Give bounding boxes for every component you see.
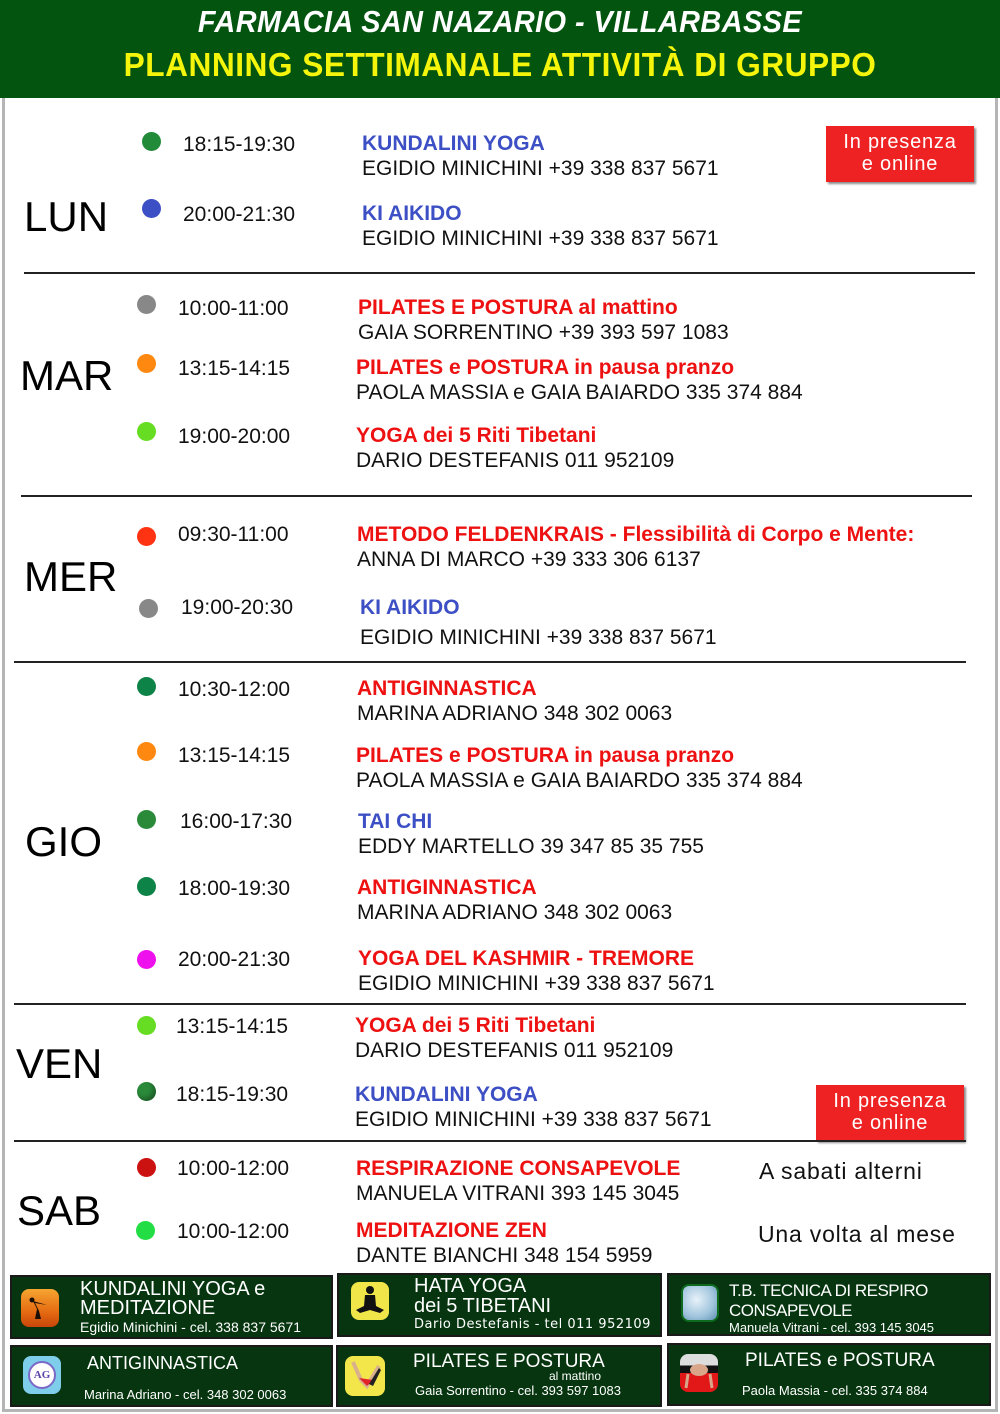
activity-dot-icon xyxy=(142,199,161,218)
day-divider xyxy=(14,1003,966,1005)
activity-title: YOGA dei 5 Riti Tibetani xyxy=(356,424,597,447)
yoga-silhouette-icon xyxy=(21,1289,59,1327)
footer-card-hata-yoga xyxy=(337,1273,662,1337)
activity-time: 18:15-19:30 xyxy=(176,1083,289,1106)
activity-instructor: ANNA DI MARCO +39 333 306 6137 xyxy=(357,548,701,571)
activity-instructor: GAIA SORRENTINO +39 393 597 1083 xyxy=(358,321,729,344)
card-title: KUNDALINI YOGA e xyxy=(80,1278,266,1300)
activity-title: KUNDALINI YOGA xyxy=(355,1083,538,1106)
activity-dot-icon xyxy=(137,950,156,969)
activity-instructor: EGIDIO MINICHINI +39 338 837 5671 xyxy=(362,227,719,250)
day-label-sab: SAB xyxy=(17,1187,102,1234)
activity-title: KI AIKIDO xyxy=(362,202,462,225)
activity-time: 10:30-12:00 xyxy=(178,678,291,701)
activity-dot-icon xyxy=(137,1082,156,1101)
card-title: PILATES e POSTURA xyxy=(745,1350,935,1371)
activity-dot-icon xyxy=(136,1221,155,1240)
antiginnastica-logo-icon xyxy=(23,1356,61,1394)
card-contact: Dario Destefanis - tel 011 952109 xyxy=(414,1317,651,1332)
pilates-stretch-icon xyxy=(680,1354,718,1392)
activity-title: RESPIRAZIONE CONSAPEVOLE xyxy=(356,1157,681,1180)
activity-instructor: DARIO DESTEFANIS 011 952109 xyxy=(356,449,675,472)
card-contact: Marina Adriano - cel. 348 302 0063 xyxy=(84,1387,287,1402)
card-title: PILATES E POSTURA xyxy=(413,1351,605,1372)
activity-instructor: EDDY MARTELLO 39 347 85 35 755 xyxy=(358,835,704,858)
activity-dot-icon xyxy=(137,1016,156,1035)
activity-title: ANTIGINNASTICA xyxy=(357,677,537,700)
online-badge xyxy=(816,1085,964,1141)
activity-time: 19:00-20:30 xyxy=(181,596,294,619)
activity-title: PILATES E POSTURA al mattino xyxy=(358,296,678,319)
activity-title: KUNDALINI YOGA xyxy=(362,132,545,155)
activity-dot-icon xyxy=(137,354,156,373)
activity-time: 13:15-14:15 xyxy=(176,1015,289,1038)
frequency-note: Una volta al mese xyxy=(758,1221,956,1247)
meditation-icon xyxy=(351,1282,389,1320)
footer-card-kundalini xyxy=(10,1275,333,1339)
card-contact: Manuela Vitrani - cel. 393 145 3045 xyxy=(729,1320,935,1335)
activity-time: 10:00-11:00 xyxy=(178,297,289,320)
ag-logo-text: AG xyxy=(28,1361,56,1389)
activity-dot-icon xyxy=(139,599,158,618)
footer-card-respiro xyxy=(667,1273,991,1336)
activity-instructor: DARIO DESTEFANIS 011 952109 xyxy=(355,1039,674,1062)
breath-icon xyxy=(681,1284,719,1322)
activity-time: 09:30-11:00 xyxy=(178,523,289,546)
badge-line2: e online xyxy=(851,1112,929,1134)
activity-time: 10:00-12:00 xyxy=(177,1220,290,1243)
card-contact: Egidio Minichini - cel. 338 837 5671 xyxy=(80,1319,302,1335)
day-label-ven: VEN xyxy=(16,1040,103,1087)
frequency-note: A sabati alterni xyxy=(759,1158,923,1184)
card-contact: Paola Massia - cel. 335 374 884 xyxy=(742,1383,928,1398)
footer-card-pilates-mattino xyxy=(336,1345,662,1407)
day-divider xyxy=(24,272,975,274)
day-label-gio: GIO xyxy=(25,818,103,865)
day-label-lun: LUN xyxy=(24,193,109,240)
activity-instructor: EGIDIO MINICHINI +39 338 837 5671 xyxy=(358,972,715,995)
activity-instructor: PAOLA MASSIA e GAIA BAIARDO 335 374 884 xyxy=(356,381,803,404)
card-title: CONSAPEVOLE xyxy=(729,1301,852,1320)
activity-title: PILATES e POSTURA in pausa pranzo xyxy=(356,356,735,379)
activity-time: 10:00-12:00 xyxy=(177,1157,290,1180)
activity-title: MEDITAZIONE ZEN xyxy=(356,1219,547,1242)
activity-title: PILATES e POSTURA in pausa pranzo xyxy=(356,744,735,767)
activity-time: 18:00-19:30 xyxy=(178,877,291,900)
activity-time: 19:00-20:00 xyxy=(178,425,291,448)
day-divider xyxy=(21,495,972,497)
activity-title: YOGA DEL KASHMIR - TREMORE xyxy=(358,947,695,970)
activity-time: 20:00-21:30 xyxy=(178,948,291,971)
activity-title: ANTIGINNASTICA xyxy=(357,876,537,899)
activity-dot-icon xyxy=(142,132,161,151)
activity-title: METODO FELDENKRAIS - Flessibilità di Corpo e Mente: xyxy=(357,523,915,546)
activity-instructor: MANUELA VITRANI 393 145 3045 xyxy=(356,1182,680,1205)
planning-subtitle: PLANNING SETTIMANALE ATTIVITÀ DI GRUPPO xyxy=(123,46,877,83)
activity-dot-icon xyxy=(137,742,156,761)
activity-dot-icon xyxy=(137,810,156,829)
activity-dot-icon xyxy=(137,877,156,896)
activity-dot-icon xyxy=(137,295,156,314)
activity-time: 13:15-14:15 xyxy=(178,357,291,380)
footer-card-antiginnastica xyxy=(10,1345,333,1407)
badge-line2: e online xyxy=(861,153,939,175)
activity-title: KI AIKIDO xyxy=(360,596,460,619)
card-title: dei 5 TIBETANI xyxy=(414,1295,552,1317)
activity-time: 13:15-14:15 xyxy=(178,744,291,767)
day-divider xyxy=(14,1140,966,1142)
activity-dot-icon xyxy=(137,422,156,441)
day-divider xyxy=(14,661,966,663)
badge-line1: In presenza xyxy=(833,1090,947,1112)
activity-instructor: MARINA ADRIANO 348 302 0063 xyxy=(357,702,673,725)
activity-title: YOGA dei 5 Riti Tibetani xyxy=(355,1014,596,1037)
pharmacy-title: FARMACIA SAN NAZARIO - VILLARBASSE xyxy=(197,4,803,39)
activity-instructor: EGIDIO MINICHINI +39 338 837 5671 xyxy=(362,157,719,180)
activity-dot-icon xyxy=(137,677,156,696)
footer-card-pilates-postura xyxy=(667,1343,991,1406)
activity-time: 20:00-21:30 xyxy=(183,203,296,226)
card-title: HATA YOGA xyxy=(414,1275,527,1297)
activity-instructor: DANTE BIANCHI 348 154 5959 xyxy=(356,1244,653,1267)
card-title: T.B. TECNICA DI RESPIRO xyxy=(729,1281,928,1300)
activity-instructor: MARINA ADRIANO 348 302 0063 xyxy=(357,901,673,924)
activity-dot-icon xyxy=(137,1158,156,1177)
pilates-icon xyxy=(345,1356,385,1396)
activity-instructor: EGIDIO MINICHINI +39 338 837 5671 xyxy=(360,626,717,649)
activity-time: 16:00-17:30 xyxy=(180,810,293,833)
badge-line1: In presenza xyxy=(843,131,957,153)
card-title: ANTIGINNASTICA xyxy=(87,1353,239,1373)
card-contact: Gaia Sorrentino - cel. 393 597 1083 xyxy=(415,1383,621,1398)
activity-time: 18:15-19:30 xyxy=(183,133,296,156)
card-title: MEDITAZIONE xyxy=(80,1297,216,1319)
day-label-mer: MER xyxy=(24,553,118,600)
header-banner xyxy=(0,0,1000,98)
online-badge xyxy=(826,126,974,182)
activity-instructor: EGIDIO MINICHINI +39 338 837 5671 xyxy=(355,1108,712,1131)
activity-instructor: PAOLA MASSIA e GAIA BAIARDO 335 374 884 xyxy=(356,769,803,792)
activity-dot-icon xyxy=(137,527,156,546)
activity-title: TAI CHI xyxy=(358,810,433,833)
card-subtitle: al mattino xyxy=(549,1369,602,1383)
day-label-mar: MAR xyxy=(20,352,114,399)
